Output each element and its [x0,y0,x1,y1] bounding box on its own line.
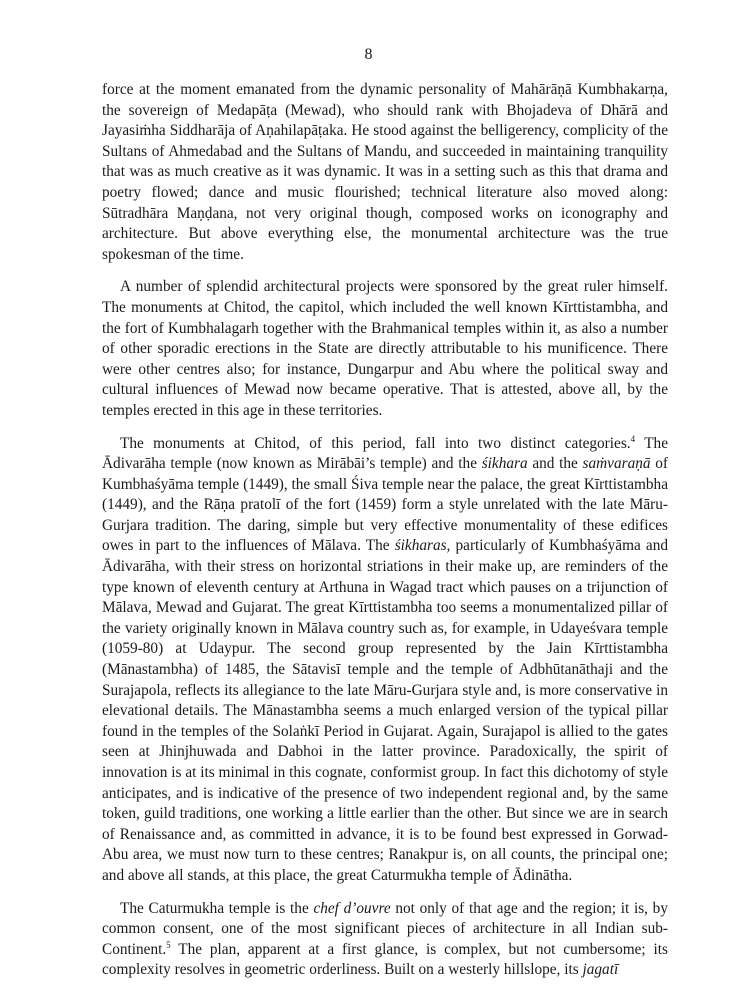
footnote-marker: 5 [166,939,171,950]
text-run: The Ādivarāha temple (now known as Mirābāi’s temple) and the [102,434,668,473]
text-run: not only of that age and the region; it is, by common consent, one of the most significant pieces of architecture in all Indian sub-Continent. [102,899,668,958]
text-run: A number of splendid architectural projects were sponsored by the great ruler himself. The monuments at Chitod, the capitol, which included the well known Kīrttistambha, and the fort of Kumbhalagarh together with the Brahmanical temples within it, as also a number of other sporadic erections in the State are directly attributable to his munificence. There were other centres also; for instance, Dungarpur and Abu where the political sway and cultural influences of Mewad now became operative. That is attested, above all, by the temples erected in this age in these territories. [102,278,668,419]
body-text [102,80,668,981]
italic-term: chef d’ouvre [313,899,391,917]
text-run: The Caturmukha temple is the [120,899,314,917]
text-run: of Kumbhaśyāma temple (1449), the small Śiva temple near the palace, the great Kīrttistambha (1449), and the Rāṇa pratolī of the fort (1459) form a style unrelated with the late Māru-Gurjara tradition. The daring, simple but very effective monumentality of these edifices owes in part to the influences of Mālava. The [102,455,668,555]
paragraph-4 [102,899,668,981]
footnote-marker: 4 [630,433,636,444]
italic-term: śikhara [481,455,528,473]
text-run: The plan, apparent at a first glance, is complex, but not cumbersome; its complexity resolves in geometric orderliness. Built on a westerly hillslope, its [102,940,668,979]
text-run: force at the moment emanated from the dynamic personality of Mahārāṇā Kumbhakarṇa, the sovereign of Medapāṭa (Mewad), who should rank with Bhojadeva of Dhārā and Jayasiṁha Siddharāja of Aṇahilapāṭaka. He stood against the belligerency, complicity of the Sultans of Ahmedabad and the Sultans of Mandu, and succeeded in maintaining tranquility that was as much creative as it was dynamic. It was in a setting such as this that drama and poetry flowed; dance and music flourished; technical literature also moved along: Sūtradhāra Maṇḍana, not very original though, composed works on iconography and architecture. But above everything else, the monumental architecture was the true spokesman of the time. [102,81,668,263]
text-run: and the [527,455,583,473]
paragraph-1 [102,80,668,265]
text-run: particularly of Kumbhaśyāma and Ādivarāha, with their stress on horizontal striations in their make up, are reminders of the type known of eleventh century at Arthuna in Wagad tract which pauses on a trijunction of Mālava, Mewad and Gujarat. The great Kīrttistambha too seems a monumentalized pillar of the variety originally known in Mālava country such as, for example, in Udayeśvara temple (1059-80) at Udaypur. The second group represented by the Jain Kīrttistambha (Mānastambha) of 1485, the Sātavisī temple and the temple of Adbhūtanāthaji and the Surajapola, reflects its allegiance to the late Māru-Gurjara style and, is more conservative in elevational details. The Mānastambha seems a much enlarged version of the typical pillar found in the temples of the Solaṅkī Period in Gujarat. Again, Surajapol is allied to the gates seen at Jhinjhuwada and Dabhoi in the latter province. Paradoxically, the spirit of innovation is at its minimal in this cognate, conformist group. In fact this dichotomy of style anticipates, and is indicative of the presence of two independent regional and, by the same token, guild traditions, one working a little earlier than the other. But since we are in search of Renaissance and, as committed in advance, it is to be found best expressed in Gorwad-Abu area, we must now turn to these centres; Ranakpur is, on all counts, the principal one; and above all stands, at this place, the great Caturmukha temple of Ādinātha. [102,537,668,884]
italic-term: jagatī [582,961,619,979]
paragraph-2 [102,277,668,421]
paragraph-3 [102,434,668,887]
italic-term: śikharas, [394,537,451,555]
text-run: The monuments at Chitod, of this period, fall into two distinct categories. [120,434,631,452]
italic-term: saṁvaraṇā [582,455,651,473]
page-number: 8 [364,46,373,63]
